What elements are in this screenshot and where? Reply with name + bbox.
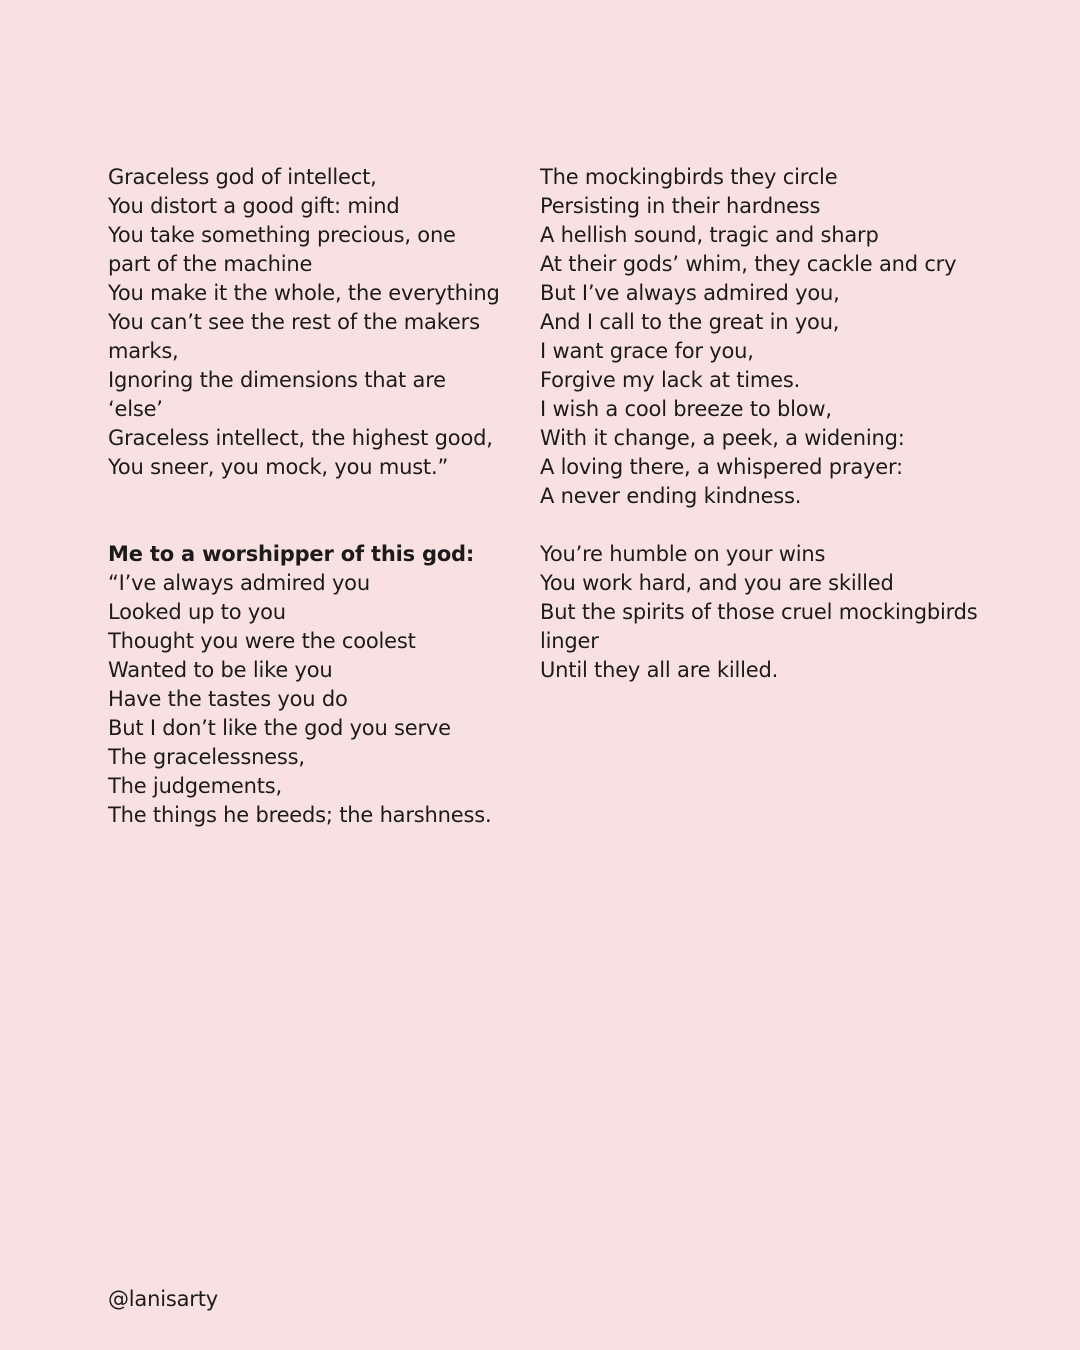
- poem-line: Until they all are killed.: [540, 658, 779, 682]
- poem-line: At their gods’ whim, they cackle and cry: [540, 252, 957, 276]
- stanza-humble: [540, 540, 980, 685]
- poem-line: And I call to the great in you,: [540, 310, 840, 334]
- poem-line: The things he breeds; the harshness.: [108, 803, 492, 827]
- poem-line: I wish a cool breeze to blow,: [540, 397, 832, 421]
- poem-line: Wanted to be like you: [108, 658, 333, 682]
- poem-line: You’re humble on your wins: [540, 542, 826, 566]
- poem-line: Have the tastes you do: [108, 687, 348, 711]
- poem-line: But the spirits of those cruel mockingbirds: [540, 600, 978, 624]
- stanza-worshipper: [108, 540, 508, 830]
- poem-line: “I’ve always admired you: [108, 571, 370, 595]
- poem-line: Forgive my lack at times.: [540, 368, 801, 392]
- poem-line: Graceless intellect, the highest good,: [108, 426, 493, 450]
- poem-line: Thought you were the coolest: [108, 629, 416, 653]
- poem-line: You distort a good gift: mind: [108, 194, 400, 218]
- poem-line: You take something precious, one: [108, 223, 456, 247]
- poem-line: Graceless god of intellect,: [108, 165, 377, 189]
- author-handle: @lanisarty: [108, 1287, 218, 1311]
- poem-line: You make it the whole, the everything: [108, 281, 500, 305]
- poem-line: part of the machine: [108, 252, 313, 276]
- poem-line: With it change, a peek, a widening:: [540, 426, 905, 450]
- poem-line: A never ending kindness.: [540, 484, 802, 508]
- right-column: [540, 163, 980, 685]
- poem-line: Looked up to you: [108, 600, 286, 624]
- stanza-heading: Me to a worshipper of this god:: [108, 542, 475, 566]
- stanza-mockingbirds: [540, 163, 980, 511]
- poem-line: The gracelessness,: [108, 745, 305, 769]
- poem-line: But I don’t like the god you serve: [108, 716, 451, 740]
- stanza-spacer: [108, 482, 508, 540]
- poem-line: The mockingbirds they circle: [540, 165, 838, 189]
- poem-line: You sneer, you mock, you must.”: [108, 455, 449, 479]
- poem-line: The judgements,: [108, 774, 282, 798]
- poem-line: Ignoring the dimensions that are: [108, 368, 446, 392]
- poem-line: But I’ve always admired you,: [540, 281, 840, 305]
- left-column: [108, 163, 508, 830]
- poem-line: You work hard, and you are skilled: [540, 571, 894, 595]
- poem-line: A hellish sound, tragic and sharp: [540, 223, 879, 247]
- poem-line: You can’t see the rest of the makers: [108, 310, 480, 334]
- poem-line: Persisting in their hardness: [540, 194, 821, 218]
- poem-line: I want grace for you,: [540, 339, 754, 363]
- poem-line: ‘else’: [108, 397, 163, 421]
- poem-line: marks,: [108, 339, 179, 363]
- stanza-graceless-god: [108, 163, 508, 482]
- poem-line: linger: [540, 629, 599, 653]
- poem-line: A loving there, a whispered prayer:: [540, 455, 903, 479]
- stanza-spacer: [540, 511, 980, 540]
